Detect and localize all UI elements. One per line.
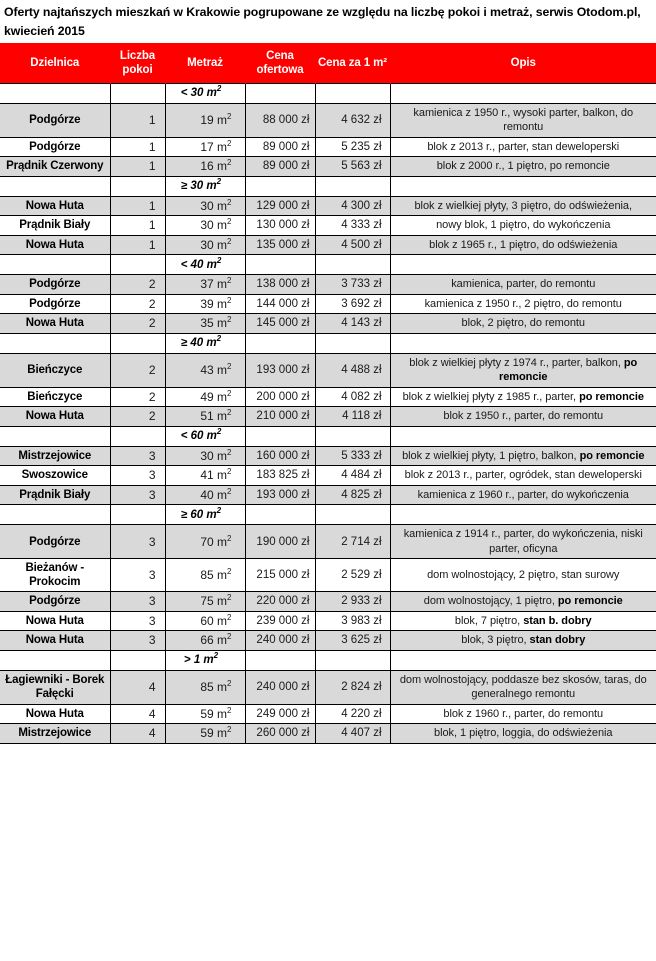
cell-metraz: 66 $m^2$ [165, 631, 245, 651]
cell-metraz: 85 $m^2$ [165, 670, 245, 704]
group-row-dzielnica [0, 333, 110, 353]
cell-metraz: 43 $m^2$ [165, 353, 245, 387]
cell-opis: kamienica z 1960 r., parter, do wykończenia [390, 485, 656, 505]
cell-cena-ofertowa: 144 000 zł [245, 294, 315, 314]
cell-liczba-pokoi: 3 [110, 559, 165, 592]
cell-opis: blok z 2013 r., parter, ogródek, stan deweloperski [390, 466, 656, 486]
opis-emphasis: stan b. dobry [523, 614, 592, 627]
cell-liczba-pokoi: 2 [110, 387, 165, 407]
cell-metraz: 37 $m^2$ [165, 275, 245, 295]
cell-opis: blok z 2000 r., 1 piętro, po remoncie [390, 157, 656, 177]
table-body [0, 83, 656, 743]
table-group-row [0, 505, 656, 525]
cell-metraz: 40 $m^2$ [165, 485, 245, 505]
cell-dzielnica: Mistrzejowice [0, 446, 110, 466]
group-row-cena-m2 [315, 505, 390, 525]
group-row-dzielnica [0, 650, 110, 670]
cell-liczba-pokoi: 3 [110, 525, 165, 559]
cell-cena-za-1m2: 2 529 zł [315, 559, 390, 592]
cell-dzielnica: Prądnik Biały [0, 216, 110, 236]
cell-liczba-pokoi: 2 [110, 314, 165, 334]
cell-dzielnica: Nowa Huta [0, 611, 110, 631]
page-title: Oferty najtańszych mieszkań w Krakowie pogrupowane ze względu na liczbę pokoi i metraż, serwis Otodom.pl, kwiecień 2015 [4, 5, 641, 38]
group-row-opis [390, 650, 656, 670]
cell-cena-ofertowa: 145 000 zł [245, 314, 315, 334]
cell-opis: nowy blok, 1 piętro, do wykończenia [390, 216, 656, 236]
cell-cena-za-1m2: 3 733 zł [315, 275, 390, 295]
cell-cena-za-1m2: 4 500 zł [315, 235, 390, 255]
table-row [0, 525, 656, 559]
table-row [0, 631, 656, 651]
cell-cena-ofertowa: 200 000 zł [245, 387, 315, 407]
cell-liczba-pokoi: 3 [110, 592, 165, 612]
cell-opis: blok z 1960 r., parter, do remontu [390, 704, 656, 724]
cell-cena-ofertowa: 215 000 zł [245, 559, 315, 592]
cell-cena-ofertowa: 210 000 zł [245, 407, 315, 427]
group-row-cena-m2 [315, 255, 390, 275]
table-header [0, 43, 656, 83]
cell-metraz: 41 $m^2$ [165, 466, 245, 486]
group-row-cena-m2 [315, 333, 390, 353]
table-row [0, 704, 656, 724]
cell-cena-ofertowa: 89 000 zł [245, 157, 315, 177]
cell-metraz: 16 $m^2$ [165, 157, 245, 177]
table-row [0, 724, 656, 744]
table-row [0, 103, 656, 137]
group-row-opis [390, 333, 656, 353]
table-row [0, 407, 656, 427]
group-row-opis [390, 426, 656, 446]
cell-cena-ofertowa: 135 000 zł [245, 235, 315, 255]
cell-liczba-pokoi: 3 [110, 631, 165, 651]
group-row-opis [390, 255, 656, 275]
cell-opis: blok z wielkiej płyty z 1985 r., parter, po remoncie [390, 387, 656, 407]
cell-opis: kamienica, parter, do remontu [390, 275, 656, 295]
group-row-pokoje [110, 176, 165, 196]
cell-opis: blok z 1965 r., 1 piętro, do odświeżenia [390, 235, 656, 255]
cell-cena-za-1m2: 4 488 zł [315, 353, 390, 387]
group-row-dzielnica [0, 176, 110, 196]
group-label: < 60 $m^2$ [165, 426, 245, 446]
cell-dzielnica: Nowa Huta [0, 196, 110, 216]
table-row [0, 235, 656, 255]
cell-opis: blok z wielkiej płyty, 1 piętro, balkon, po remoncie [390, 446, 656, 466]
cell-dzielnica: Podgórze [0, 103, 110, 137]
group-row-opis [390, 176, 656, 196]
column-header-dzielnica: Dzielnica [0, 43, 110, 83]
cell-cena-za-1m2: 4 143 zł [315, 314, 390, 334]
cell-dzielnica: Podgórze [0, 525, 110, 559]
cell-liczba-pokoi: 3 [110, 446, 165, 466]
table-row [0, 137, 656, 157]
cell-opis: blok, 1 piętro, loggia, do odświeżenia [390, 724, 656, 744]
table-group-row [0, 650, 656, 670]
cell-liczba-pokoi: 1 [110, 216, 165, 236]
cell-cena-za-1m2: 2 933 zł [315, 592, 390, 612]
table-row [0, 611, 656, 631]
table-group-row [0, 426, 656, 446]
cell-dzielnica: Podgórze [0, 275, 110, 295]
cell-dzielnica: Podgórze [0, 137, 110, 157]
cell-liczba-pokoi: 4 [110, 704, 165, 724]
table-group-row [0, 333, 656, 353]
cell-liczba-pokoi: 3 [110, 485, 165, 505]
cell-cena-ofertowa: 220 000 zł [245, 592, 315, 612]
cell-cena-za-1m2: 5 333 zł [315, 446, 390, 466]
column-header-metraz: Metraż [165, 43, 245, 83]
cell-dzielnica: Mistrzejowice [0, 724, 110, 744]
group-row-dzielnica [0, 426, 110, 446]
cell-metraz: 17 $m^2$ [165, 137, 245, 157]
group-row-pokoje [110, 255, 165, 275]
opis-emphasis: po remoncie [579, 390, 644, 403]
group-label: ≥ 40 $m^2$ [165, 333, 245, 353]
table-group-row [0, 176, 656, 196]
cell-metraz: 30 $m^2$ [165, 196, 245, 216]
opis-emphasis: stan dobry [529, 634, 586, 646]
cell-dzielnica: Nowa Huta [0, 235, 110, 255]
cell-cena-za-1m2: 2 824 zł [315, 670, 390, 704]
table-row [0, 670, 656, 704]
group-label: < 30 $m^2$ [165, 83, 245, 103]
apartments-table [0, 43, 656, 744]
group-row-opis [390, 505, 656, 525]
cell-opis: dom wolnostojący, poddasze bez skosów, taras, do generalnego remontu [390, 670, 656, 704]
group-row-cena [245, 650, 315, 670]
cell-metraz: 30 $m^2$ [165, 216, 245, 236]
cell-cena-ofertowa: 88 000 zł [245, 103, 315, 137]
column-header-cena-ofertowa: Cena ofertowa [245, 43, 315, 83]
cell-metraz: 51 $m^2$ [165, 407, 245, 427]
cell-metraz: 19 $m^2$ [165, 103, 245, 137]
cell-metraz: 30 $m^2$ [165, 446, 245, 466]
group-label: < 40 $m^2$ [165, 255, 245, 275]
column-header-cena-za-1m2: Cena za 1 m² [315, 43, 390, 83]
table-row [0, 157, 656, 177]
group-label: ≥ 30 $m^2$ [165, 176, 245, 196]
cell-liczba-pokoi: 4 [110, 670, 165, 704]
cell-cena-ofertowa: 260 000 zł [245, 724, 315, 744]
cell-dzielnica: Swoszowice [0, 466, 110, 486]
cell-opis: dom wolnostojący, 2 piętro, stan surowy [390, 559, 656, 592]
cell-cena-za-1m2: 4 333 zł [315, 216, 390, 236]
cell-dzielnica: Prądnik Czerwony [0, 157, 110, 177]
table-group-row [0, 255, 656, 275]
cell-cena-za-1m2: 4 300 zł [315, 196, 390, 216]
group-row-cena-m2 [315, 650, 390, 670]
group-row-cena [245, 505, 315, 525]
opis-emphasis: po remoncie [557, 595, 623, 607]
table-row [0, 196, 656, 216]
cell-metraz: 70 $m^2$ [165, 525, 245, 559]
cell-opis: blok z 1950 r., parter, do remontu [390, 407, 656, 427]
table-row [0, 216, 656, 236]
cell-cena-za-1m2: 4 407 zł [315, 724, 390, 744]
cell-dzielnica: Prądnik Biały [0, 485, 110, 505]
table-group-row [0, 83, 656, 103]
cell-opis: blok z wielkiej płyty z 1974 r., parter, balkon, po remoncie [390, 353, 656, 387]
cell-metraz: 60 $m^2$ [165, 611, 245, 631]
cell-dzielnica: Bieńczyce [0, 387, 110, 407]
group-row-cena [245, 176, 315, 196]
cell-cena-ofertowa: 160 000 zł [245, 446, 315, 466]
cell-cena-za-1m2: 3 692 zł [315, 294, 390, 314]
table-row [0, 275, 656, 295]
cell-liczba-pokoi: 1 [110, 196, 165, 216]
cell-opis: kamienica z 1950 r., wysoki parter, balkon, do remontu [390, 103, 656, 137]
cell-cena-ofertowa: 190 000 zł [245, 525, 315, 559]
cell-cena-za-1m2: 5 235 zł [315, 137, 390, 157]
cell-cena-za-1m2: 4 484 zł [315, 466, 390, 486]
cell-cena-ofertowa: 89 000 zł [245, 137, 315, 157]
cell-cena-ofertowa: 240 000 zł [245, 631, 315, 651]
cell-cena-ofertowa: 193 000 zł [245, 353, 315, 387]
opis-emphasis: po remoncie [579, 449, 645, 462]
cell-cena-ofertowa: 239 000 zł [245, 611, 315, 631]
cell-dzielnica: Bieżanów - Prokocim [0, 559, 110, 592]
cell-liczba-pokoi: 3 [110, 466, 165, 486]
group-row-dzielnica [0, 83, 110, 103]
cell-liczba-pokoi: 2 [110, 353, 165, 387]
cell-liczba-pokoi: 1 [110, 137, 165, 157]
table-row [0, 592, 656, 612]
cell-cena-za-1m2: 4 632 zł [315, 103, 390, 137]
table-row [0, 485, 656, 505]
group-row-pokoje [110, 83, 165, 103]
cell-liczba-pokoi: 1 [110, 235, 165, 255]
cell-metraz: 35 $m^2$ [165, 314, 245, 334]
table-row [0, 387, 656, 407]
group-row-pokoje [110, 650, 165, 670]
group-row-cena-m2 [315, 176, 390, 196]
cell-dzielnica: Nowa Huta [0, 631, 110, 651]
cell-dzielnica: Łagiewniki - Borek Fałęcki [0, 670, 110, 704]
table-row [0, 559, 656, 592]
cell-dzielnica: Nowa Huta [0, 704, 110, 724]
cell-cena-ofertowa: 249 000 zł [245, 704, 315, 724]
cell-dzielnica: Podgórze [0, 294, 110, 314]
group-label: ≥ 60 $m^2$ [165, 505, 245, 525]
opis-emphasis: po remoncie [498, 356, 638, 383]
cell-dzielnica: Nowa Huta [0, 314, 110, 334]
group-row-pokoje [110, 333, 165, 353]
table-row [0, 353, 656, 387]
cell-cena-za-1m2: 3 983 zł [315, 611, 390, 631]
cell-liczba-pokoi: 4 [110, 724, 165, 744]
cell-dzielnica: Nowa Huta [0, 407, 110, 427]
cell-metraz: 39 $m^2$ [165, 294, 245, 314]
cell-metraz: 85 $m^2$ [165, 559, 245, 592]
cell-opis: kamienica z 1914 r., parter, do wykończenia, niski parter, oficyna [390, 525, 656, 559]
cell-opis: blok z wielkiej płyty, 3 piętro, do odświeżenia, [390, 196, 656, 216]
cell-metraz: 49 $m^2$ [165, 387, 245, 407]
group-row-cena-m2 [315, 426, 390, 446]
cell-liczba-pokoi: 2 [110, 407, 165, 427]
group-row-dzielnica [0, 505, 110, 525]
cell-metraz: 30 $m^2$ [165, 235, 245, 255]
cell-cena-za-1m2: 4 118 zł [315, 407, 390, 427]
table-header-row [0, 43, 656, 83]
group-label: > 1 $m^2$ [165, 650, 245, 670]
cell-cena-za-1m2: 3 625 zł [315, 631, 390, 651]
cell-liczba-pokoi: 2 [110, 294, 165, 314]
group-row-opis [390, 83, 656, 103]
cell-opis: dom wolnostojący, 1 piętro, po remoncie [390, 592, 656, 612]
group-row-cena [245, 426, 315, 446]
cell-cena-ofertowa: 130 000 zł [245, 216, 315, 236]
cell-opis: blok z 2013 r., parter, stan deweloperski [390, 137, 656, 157]
cell-metraz: 59 $m^2$ [165, 704, 245, 724]
cell-opis: kamienica z 1950 r., 2 piętro, do remontu [390, 294, 656, 314]
cell-dzielnica: Bieńczyce [0, 353, 110, 387]
table-row [0, 314, 656, 334]
cell-cena-ofertowa: 183 825 zł [245, 466, 315, 486]
group-row-pokoje [110, 505, 165, 525]
group-row-dzielnica [0, 255, 110, 275]
group-row-cena-m2 [315, 83, 390, 103]
cell-cena-za-1m2: 2 714 zł [315, 525, 390, 559]
cell-cena-ofertowa: 193 000 zł [245, 485, 315, 505]
cell-liczba-pokoi: 2 [110, 275, 165, 295]
table-row [0, 446, 656, 466]
cell-cena-za-1m2: 4 220 zł [315, 704, 390, 724]
group-row-cena [245, 83, 315, 103]
cell-cena-za-1m2: 4 082 zł [315, 387, 390, 407]
table-row [0, 294, 656, 314]
cell-liczba-pokoi: 1 [110, 157, 165, 177]
column-header-opis: Opis [390, 43, 656, 83]
cell-liczba-pokoi: 1 [110, 103, 165, 137]
cell-opis: blok, 2 piętro, do remontu [390, 314, 656, 334]
cell-liczba-pokoi: 3 [110, 611, 165, 631]
column-header-liczba-pokoi: Liczba pokoi [110, 43, 165, 83]
cell-opis: blok, 3 piętro, stan dobry [390, 631, 656, 651]
cell-dzielnica: Podgórze [0, 592, 110, 612]
cell-cena-ofertowa: 240 000 zł [245, 670, 315, 704]
group-row-pokoje [110, 426, 165, 446]
group-row-cena [245, 333, 315, 353]
cell-cena-za-1m2: 4 825 zł [315, 485, 390, 505]
table-row [0, 466, 656, 486]
cell-cena-ofertowa: 129 000 zł [245, 196, 315, 216]
cell-cena-za-1m2: 5 563 zł [315, 157, 390, 177]
cell-opis: blok, 7 piętro, stan b. dobry [390, 611, 656, 631]
group-row-cena [245, 255, 315, 275]
cell-metraz: 59 $m^2$ [165, 724, 245, 744]
cell-cena-ofertowa: 138 000 zł [245, 275, 315, 295]
cell-metraz: 75 $m^2$ [165, 592, 245, 612]
